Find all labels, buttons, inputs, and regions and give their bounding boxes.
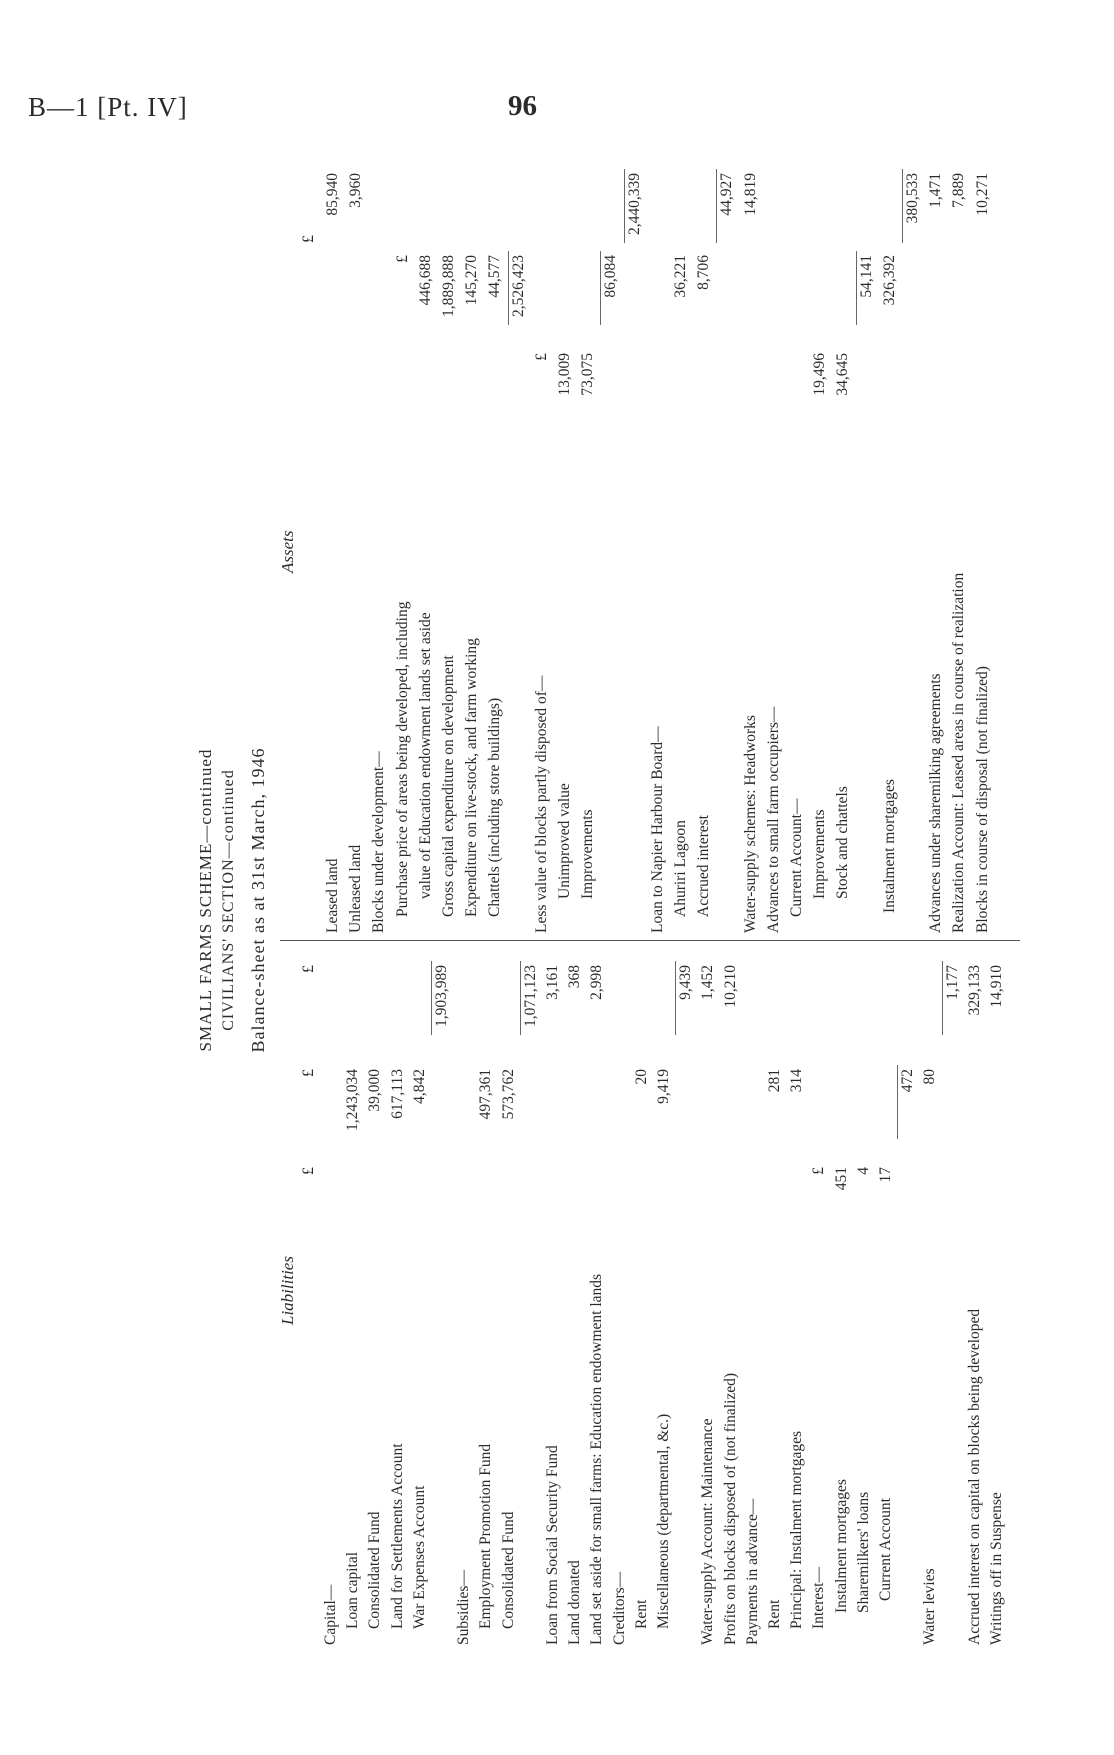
assets-row-c3: 14,819 <box>741 173 759 216</box>
assets-row-c3: 10,271 <box>973 173 991 216</box>
assets-subtotal-rule <box>508 251 509 325</box>
liabilities-row-label: Interest— <box>810 1567 828 1629</box>
assets-row-c2: 1,889,888 <box>440 255 457 317</box>
assets-row-label: Advances under sharemilking agreements <box>927 673 945 933</box>
liabilities-row-label: Loan capital <box>344 1551 362 1629</box>
liabilities-row-c1: 17 <box>877 1167 894 1183</box>
liabilities-row-label: Land donated <box>566 1560 584 1645</box>
liabilities-row-c2: 573,762 <box>499 1069 517 1120</box>
liabilities-row-c2: 20 <box>632 1069 650 1085</box>
liabilities-row <box>788 945 810 1645</box>
liabilities-row <box>477 945 499 1645</box>
assets-row-label: Gross capital expenditure on development <box>440 655 457 917</box>
liabilities-row-c2: 617,113 <box>388 1069 406 1119</box>
liabilities-row <box>500 945 522 1645</box>
assets-row-c2: 446,688 <box>416 255 434 306</box>
assets-row <box>370 143 392 933</box>
document-reference: B—1 [Pt. IV] <box>28 92 188 122</box>
assets-row-c2: £ <box>393 255 411 263</box>
liabilities-row-label: Instalment mortgages <box>832 1479 850 1613</box>
assets-subtotal-rule <box>716 169 717 243</box>
page-number: 96 <box>508 90 537 122</box>
liabilities-row-c2: 9,419 <box>655 1069 672 1104</box>
liabilities-row <box>877 945 899 1645</box>
assets-row <box>788 143 810 933</box>
assets-row <box>695 143 717 933</box>
assets-subtotal-rule <box>624 169 625 243</box>
assets-row <box>718 143 740 933</box>
liabilities-row <box>766 945 788 1645</box>
liabilities-row-label: Miscellaneous (departmental, &c.) <box>655 1413 672 1629</box>
liabilities-row-label: Consolidated Fund <box>366 1511 384 1629</box>
assets-row-c3: 3,960 <box>347 173 365 208</box>
assets-row-c3: 44,927 <box>718 173 736 216</box>
title-date: Balance-sheet as at 31st March, 1946 <box>248 747 268 1053</box>
liabilities-row-c1: 451 <box>832 1167 850 1191</box>
liabilities-row <box>366 945 388 1645</box>
liabilities-row-label: Current Account <box>877 1498 894 1601</box>
assets-row <box>765 143 787 933</box>
liabilities-subtotal-rule <box>897 1065 898 1139</box>
assets-row <box>904 143 926 933</box>
liabilities-row-label: Creditors— <box>610 1571 628 1645</box>
assets-row-label: Realization Account: Leased areas in course of realization <box>950 572 968 933</box>
liabilities-row-label: Water-supply Account: Maintenance <box>699 1418 717 1645</box>
assets-row-label: Blocks in course of disposal (not finalized) <box>973 666 991 933</box>
assets-row-c2: 44,577 <box>486 255 504 298</box>
liabilities-row-label: Loan from Social Security Fund <box>544 1445 561 1645</box>
title-scheme: SMALL FARMS SCHEME—continued <box>196 748 215 1052</box>
liabilities-row-c1: £ <box>810 1167 828 1175</box>
assets-row <box>927 143 949 933</box>
liabilities-row-c1: 4 <box>854 1167 872 1175</box>
liabilities-row-label: Land for Settlements Account <box>388 1443 406 1629</box>
assets-row-c2: 8,706 <box>695 255 713 290</box>
liabilities-row <box>433 945 455 1645</box>
liabilities-currency-c3: £ <box>300 965 317 973</box>
liabilities-row-label: Subsidies— <box>455 1570 473 1645</box>
assets-row <box>672 143 694 933</box>
liabilities-row <box>988 945 1010 1645</box>
liabilities-row <box>699 945 721 1645</box>
liabilities-row-c3: 3,161 <box>544 965 561 1000</box>
assets-row <box>510 143 532 933</box>
liabilities-row <box>544 945 566 1645</box>
assets-row-label: Ahuriri Lagoon <box>672 820 689 917</box>
liabilities-heading: Liabilities <box>278 1256 297 1325</box>
assets-row-label: Expenditure on live-stock, and farm working <box>463 638 481 917</box>
assets-row <box>974 143 996 933</box>
liabilities-row <box>611 945 633 1645</box>
assets-row-c2: 86,084 <box>602 255 620 298</box>
assets-row <box>950 143 972 933</box>
liabilities-row-c2: 281 <box>766 1069 783 1093</box>
assets-row-label: Stock and chattels <box>834 786 852 899</box>
assets-row-label: Instalment mortgages <box>880 779 898 913</box>
assets-row-c2: 326,392 <box>880 255 898 306</box>
assets-row-label: Water-supply schemes: Headworks <box>741 715 759 933</box>
liabilities-row-c3: 9,439 <box>677 965 695 1000</box>
assets-row-c1: 13,009 <box>556 353 573 396</box>
liabilities-row-label: Rent <box>766 1599 783 1629</box>
assets-row-label: Improvements <box>579 809 597 899</box>
liabilities-row-label: Profits on blocks disposed of (not finalized) <box>721 1372 739 1645</box>
assets-row-c1: 19,496 <box>811 353 829 396</box>
balance-sheet <box>196 155 1023 1645</box>
liabilities-row <box>455 945 477 1645</box>
assets-row-label: value of Education endowment lands set aside <box>416 612 434 899</box>
liabilities-row-label: Water levies <box>921 1568 939 1645</box>
liabilities-row <box>921 945 943 1645</box>
liabilities-row-c2: 314 <box>788 1069 806 1093</box>
assets-row-label: Unleased land <box>347 844 365 933</box>
liabilities-row <box>899 945 921 1645</box>
liabilities-row-label: Capital— <box>322 1584 339 1645</box>
assets-row <box>347 143 369 933</box>
liabilities-row-c2: 39,000 <box>366 1069 384 1112</box>
liabilities-row <box>522 945 544 1645</box>
liabilities-row-c2: 1,243,034 <box>344 1069 362 1131</box>
liabilities-row <box>566 945 588 1645</box>
liabilities-row <box>411 945 433 1645</box>
liabilities-row-label: Consolidated Fund <box>499 1511 517 1629</box>
assets-subtotal-rule <box>902 169 903 243</box>
title-section: CIVILIANS' SECTION—continued <box>220 769 237 1031</box>
liabilities-row <box>833 945 855 1645</box>
liabilities-row-c3: 2,998 <box>588 965 606 1000</box>
liabilities-row-c3: 14,910 <box>988 965 1005 1008</box>
assets-row-c2: 54,141 <box>857 255 875 298</box>
assets-row-c1: 73,075 <box>579 353 597 396</box>
liabilities-row <box>389 945 411 1645</box>
assets-row-label: Loan to Napier Harbour Board— <box>648 726 666 933</box>
assets-row <box>626 143 648 933</box>
liabilities-row-label: Employment Promotion Fund <box>477 1443 495 1629</box>
assets-row <box>417 143 439 933</box>
liabilities-row <box>588 945 610 1645</box>
liabilities-row-c2: 4,842 <box>410 1069 428 1104</box>
liabilities-row <box>966 945 988 1645</box>
liabilities-row-label: Land set aside for small farms: Education endowment lands <box>588 1273 606 1645</box>
liabilities-row-c2: 80 <box>921 1069 939 1085</box>
assets-row-label: Advances to small farm occupiers— <box>764 706 782 933</box>
assets-row <box>834 143 856 933</box>
liabilities-row-c3: 329,133 <box>965 965 983 1016</box>
assets-row <box>858 143 880 933</box>
assets-row <box>579 143 601 933</box>
assets-row-c3: 380,533 <box>904 173 921 224</box>
liabilities-row-label: Accrued interest on capital on blocks being developed <box>965 1308 983 1645</box>
liabilities-row-label: War Expenses Account <box>410 1485 428 1629</box>
assets-row <box>649 143 671 933</box>
liabilities-row-c3: 10,210 <box>721 965 739 1008</box>
assets-subtotal-rule <box>600 251 601 325</box>
liabilities-row <box>744 945 766 1645</box>
liabilities-row-c2: 472 <box>899 1069 917 1093</box>
assets-row-label: Unimproved value <box>556 783 573 899</box>
column-divider <box>280 940 1020 941</box>
assets-row-c3: 1,471 <box>927 173 945 208</box>
assets-currency-c3: £ <box>300 235 317 243</box>
assets-subtotal-rule <box>856 251 857 325</box>
assets-row <box>463 143 485 933</box>
liabilities-subtotal-rule <box>520 961 521 1035</box>
liabilities-row-label: Payments in advance— <box>743 1498 761 1645</box>
assets-row <box>602 143 624 933</box>
assets-heading: Assets <box>278 530 297 573</box>
liabilities-subtotal-rule <box>675 961 676 1035</box>
assets-row-c3: 85,940 <box>324 173 341 216</box>
assets-row-label: Chattels (including store buildings) <box>486 697 504 917</box>
assets-row-c2: 36,221 <box>672 255 689 298</box>
assets-row-c1: £ <box>532 353 550 361</box>
liabilities-row <box>322 945 344 1645</box>
liabilities-row <box>344 945 366 1645</box>
assets-row-label: Less value of blocks partly disposed of— <box>532 675 550 933</box>
liabilities-row <box>810 945 832 1645</box>
liabilities-row-c3: 368 <box>566 965 584 989</box>
assets-row <box>556 143 578 933</box>
assets-row <box>440 143 462 933</box>
assets-row <box>394 143 416 933</box>
liabilities-subtotal-rule <box>942 961 943 1035</box>
liabilities-row <box>944 945 966 1645</box>
assets-row <box>881 143 903 933</box>
assets-row <box>533 143 555 933</box>
assets-row-label: Blocks under development— <box>370 751 388 933</box>
liabilities-currency-c2: £ <box>300 1069 317 1077</box>
assets-row-label: Current Account— <box>788 798 805 917</box>
assets-row-c3: 2,440,339 <box>625 173 643 235</box>
assets-row-label: Accrued interest <box>695 815 713 917</box>
liabilities-row <box>677 945 699 1645</box>
liabilities-row <box>855 945 877 1645</box>
liabilities-row-c3: 1,903,989 <box>433 965 450 1027</box>
assets-row-label: Purchase price of areas being developed, including <box>393 601 411 917</box>
liabilities-row <box>633 945 655 1645</box>
assets-row-c2: 2,526,423 <box>509 255 527 317</box>
assets-row <box>486 143 508 933</box>
liabilities-row-label: Principal: Instalment mortgages <box>788 1430 806 1629</box>
liabilities-currency-c1: £ <box>300 1167 317 1175</box>
liabilities-row-label: Writings off in Suspense <box>988 1492 1005 1645</box>
liabilities-row <box>722 945 744 1645</box>
assets-row <box>811 143 833 933</box>
liabilities-row-c3: 1,177 <box>943 965 961 1000</box>
liabilities-row-c3: 1,452 <box>699 965 717 1000</box>
liabilities-row <box>655 945 677 1645</box>
liabilities-row-label: Sharemilkers' loans <box>854 1491 872 1613</box>
assets-row-c3: 7,889 <box>950 173 968 208</box>
assets-row <box>742 143 764 933</box>
assets-row <box>324 143 346 933</box>
liabilities-row-label: Rent <box>632 1599 650 1629</box>
assets-row-label: Improvements <box>811 809 829 899</box>
liabilities-row-c2: 497,361 <box>477 1069 495 1120</box>
assets-row-c1: 34,645 <box>834 353 852 396</box>
liabilities-subtotal-rule <box>431 961 432 1035</box>
liabilities-row-c3: 1,071,123 <box>521 965 539 1027</box>
assets-row-c2: 145,270 <box>463 255 481 306</box>
assets-row-label: Leased land <box>324 858 341 933</box>
